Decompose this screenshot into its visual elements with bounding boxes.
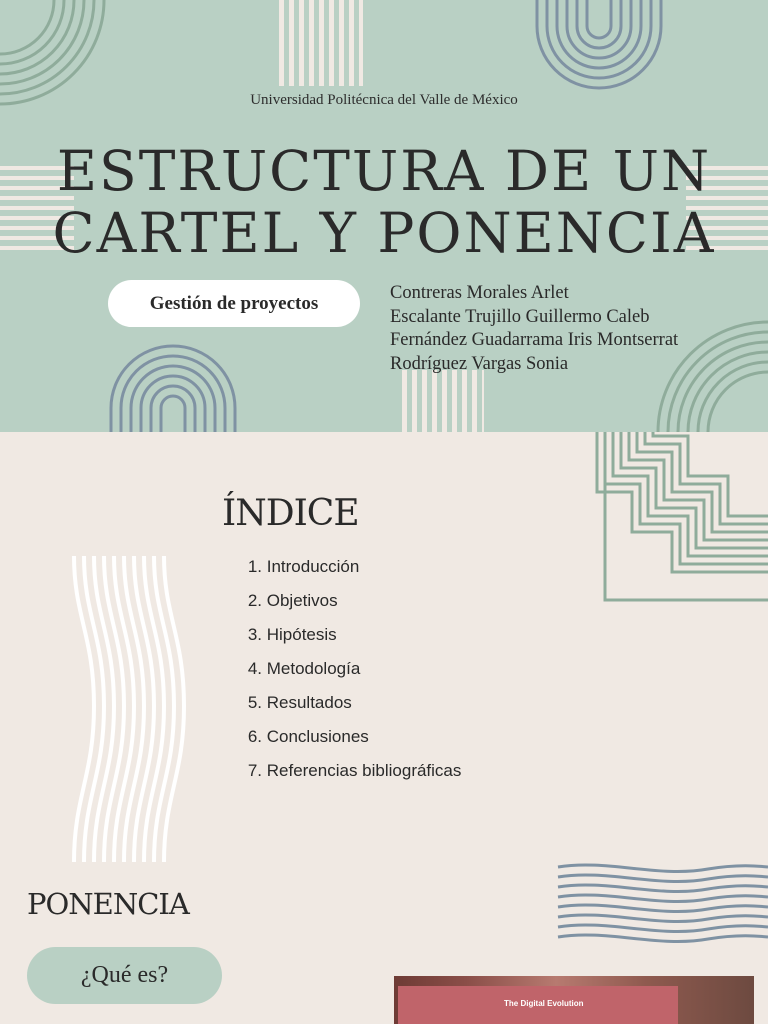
header-section (0, 0, 768, 432)
author-name: Fernández Guadarrama Iris Montserrat (390, 330, 679, 350)
title-line-2: CARTEL Y PONENCIA (52, 201, 716, 265)
list-item (236, 726, 461, 760)
list-item (236, 624, 461, 658)
wavy-vertical-lines-icon (70, 556, 190, 862)
page-title (0, 140, 768, 264)
university-name: Universidad Politécnica del Valle de México (250, 92, 518, 108)
list-item (236, 760, 461, 794)
index-heading: ÍNDICE (222, 493, 359, 534)
wavy-horizontal-lines-icon (558, 864, 768, 950)
list-item-label: Referencias bibliográficas (266, 761, 462, 780)
vertical-stripes-top-icon (279, 0, 363, 86)
list-item-label: Objetivos (266, 591, 338, 610)
presentation-photo (394, 976, 754, 1024)
list-item (236, 692, 461, 726)
list-item (236, 590, 461, 624)
stepped-lines-top-right-icon (594, 432, 768, 604)
list-item-number: 6. (247, 727, 262, 746)
vertical-stripes-bottom-icon (402, 370, 484, 432)
list-item-number: 2. (247, 591, 262, 610)
index-list (236, 556, 461, 794)
ponencia-heading: PONENCIA (27, 887, 189, 921)
list-item-label: Conclusiones (266, 727, 369, 746)
concentric-arches-bottom-left-icon (108, 346, 238, 432)
que-es-button[interactable]: ¿Qué es? (27, 947, 222, 1004)
list-item-label: Resultados (266, 693, 352, 712)
list-item-label: Hipótesis (266, 625, 337, 644)
list-item-label: Metodología (266, 659, 361, 678)
list-item-number: 3. (247, 625, 262, 644)
authors-list (390, 282, 760, 376)
list-item-number: 1. (247, 557, 262, 576)
author-name: Contreras Morales Arlet (390, 283, 569, 303)
title-line-1: ESTRUCTURA DE UN (56, 139, 712, 203)
author-name: Escalante Trujillo Guillermo Caleb (390, 306, 650, 327)
concentric-u-shape-top-right-icon (534, 0, 664, 92)
list-item-number: 4. (247, 659, 262, 678)
list-item (236, 658, 461, 692)
list-item-number: 5. (247, 693, 262, 712)
course-pill: Gestión de proyectos (108, 280, 360, 327)
author-name: Rodríguez Vargas Sonia (390, 353, 569, 374)
list-item (236, 556, 461, 590)
list-item-number: 7. (247, 761, 262, 780)
photo-caption: The Digital Evolution (504, 999, 584, 1008)
list-item-label: Introducción (266, 557, 360, 576)
